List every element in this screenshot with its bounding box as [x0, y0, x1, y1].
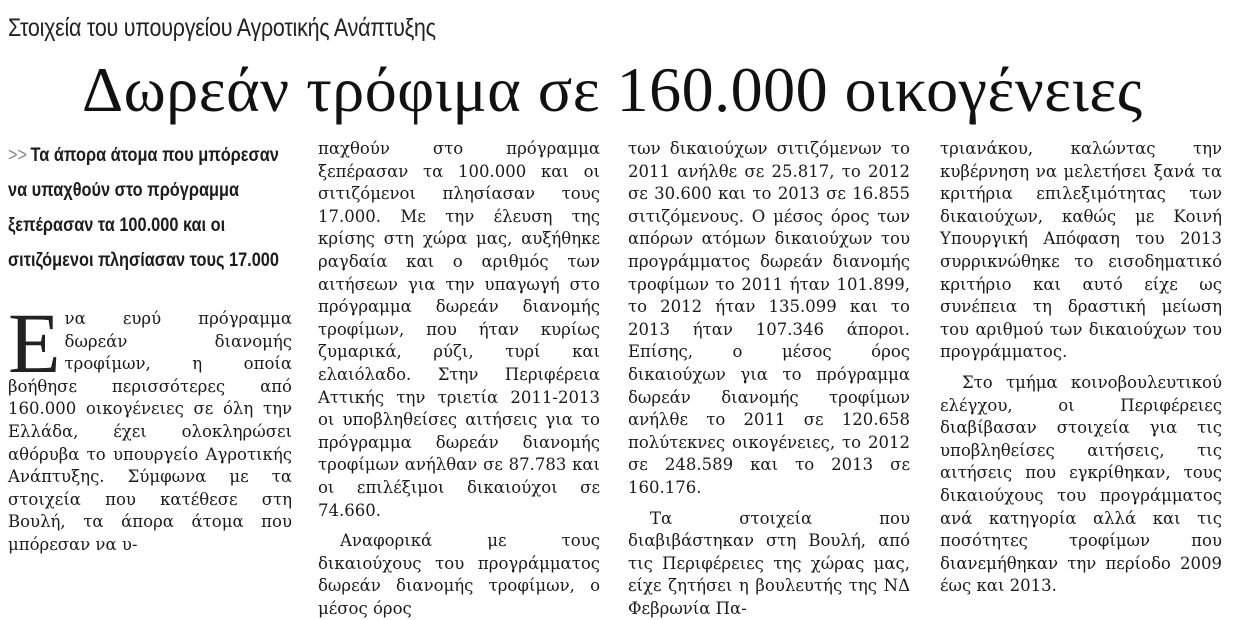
col2-paragraph-2: Αναφορικά με τους δικαιούχους του προγράμματος δωρεάν διανομής τροφίμων, ο μέσος όρος: [318, 530, 600, 620]
drop-cap: Ε: [8, 311, 61, 375]
col2-paragraph-1: παχθούν στο πρόγραμμα ξεπέρασαν τα 100.000 και οι σιτιζόμενοι πλησίασαν τους 17.000. Με την έλευση της κρίσης στη χώρα μας, αυξήθηκε ραγδαία και ο αριθμός των αιτήσεων για την υπαγωγή στο πρόγραμμα δωρεάν διανομής τροφίμων, που ήταν κυρίως ζυμαρικά, ρύζι, τυρί και ελαιόλαδο. Στην Περιφέρεια Αττικής την τριετία 2011-2013 οι υποβληθείσες αιτήσεις για το πρόγραμμα δωρεάν διανομής τροφίμων ανήλθαν σε 87.783 και οι επιλέξιμοι δικαιούχοι σε 74.660.: [318, 138, 600, 522]
article-body-start: [8, 308, 292, 557]
article-summary: [8, 138, 292, 278]
column-4: [940, 138, 1222, 598]
col4-paragraph-2: Στο τμήμα κοινοβουλευτικού ελέγχου, οι Περιφέρειες διαβίβασαν στοιχεία για τις υποβληθείσες αιτήσεις, τις αιτήσεις που εγκρίθηκαν, τους δικαιούχους του προγράμματος ανά κατηγορία αλλά και τις ποσότητες τροφίμων που διανεμήθηκαν την περίοδο 2009 έως και 2013.: [940, 372, 1222, 598]
column-3: [628, 138, 910, 620]
summary-text: Τα άπορα άτομα που μπόρεσαν να υπαχθούν στο πρόγραμμα ξεπέρασαν τα 100.000 και οι σιτιζόμενοι πλησίασαν τους 17.000: [8, 145, 279, 271]
column-1: [8, 138, 292, 557]
article-kicker: Στοιχεία του υπουργείου Αγροτικής Ανάπτυξης: [8, 14, 436, 43]
col3-paragraph-1: των δικαιούχων σιτιζόμενων το 2011 ανήλθε σε 25.817, το 2012 σε 30.600 και το 2013 σε 16.855 σιτιζόμενους. Ο μέσος όρος των απόρων ατόμων δικαιούχων του προγράμματος δωρεάν διανομής τροφίμων το 2011 ήταν 101.899, το 2012 ήταν 135.099 και το 2013 ήταν 107.346 άποροι. Επίσης, ο μέσος όρος δικαιούχων για το πρόγραμμα δωρεάν διανομής τροφίμων ανήλθε το 2011 σε 120.658 πολύτεκνες οικογένειες, το 2012 σε 248.589 και το 2013 σε 160.176.: [628, 138, 910, 500]
article-headline: Δωρεάν τρόφιμα σε 160.000 οικογένειες: [82, 52, 1143, 128]
column-2: [318, 138, 600, 620]
col1-text: να ευρύ πρόγραμμα δωρεάν διανομής τροφίμων, η οποία βοήθησε περισσότερες από 160.000 οικογένειες σε όλη την Ελλάδα, έχει ολοκληρώσει αθόρυβα το υπουργείο Αγροτικής Ανάπτυξης. Σύμφωνα με τα στοιχεία που κατέθεσε στη Βουλή, τα άπορα άτομα που μπόρεσαν να υ-: [8, 309, 292, 554]
col4-paragraph-1: τριανάκου, καλώντας την κυβέρνηση να μελετήσει ξανά τα κριτήρια επιλεξιμότητας των δικαιούχων, καθώς με Κοινή Υπουργική Απόφαση του 2013 συρρικνώθηκε το εισοδηματικό κριτήριο και αυτό είχε ως συνέπεια τη δραστική μείωση του αριθμού των δικαιούχων του προγράμματος.: [940, 138, 1222, 364]
double-arrow-icon: >>: [8, 145, 27, 166]
col3-paragraph-2: Τα στοιχεία που διαβιβάστηκαν στη Βουλή, από τις Περιφέρειες της χώρας μας, είχε ζητήσει η βουλευτής της ΝΔ Φεβρωνία Πα-: [628, 508, 910, 620]
